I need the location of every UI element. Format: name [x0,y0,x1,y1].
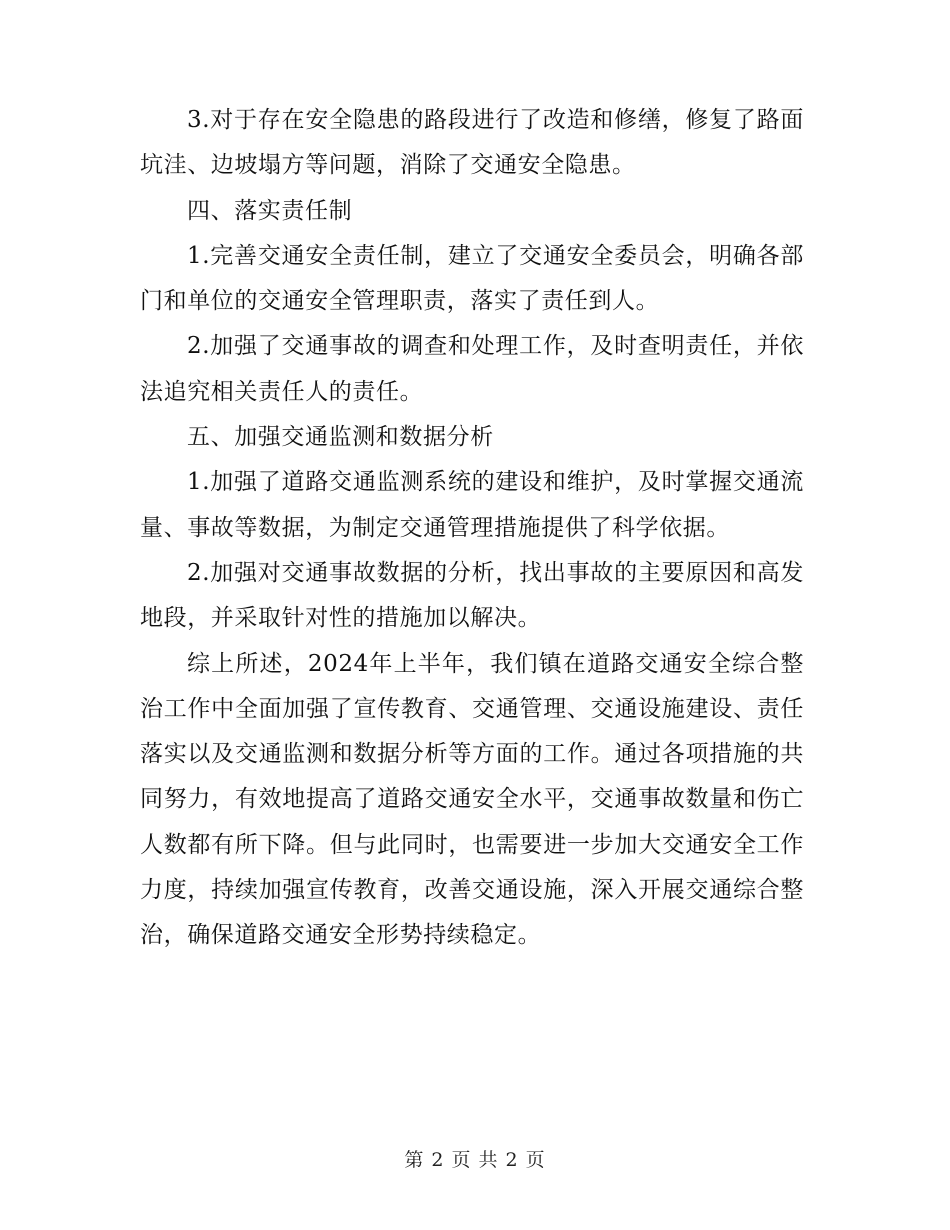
paragraph-responsibility-system: 1.完善交通安全责任制，建立了交通安全委员会，明确各部门和单位的交通安全管理职责，落实了责任到人。 [140,242,804,315]
document-body [140,98,804,959]
paragraph-road-repair: 3.对于存在安全隐患的路段进行了改造和修缮，修复了路面坑洼、边坡塌方等问题，消除了交通安全隐患。 [140,107,804,179]
paragraph-monitoring-system: 1.加强了道路交通监测系统的建设和维护，及时掌握交通流量、事故等数据，为制定交通管理措施提供了科学依据。 [140,469,804,541]
paragraph-data-analysis: 2.加强对交通事故数据的分析，找出事故的主要原因和高发地段，并采取针对性的措施加以解决。 [140,559,804,632]
paragraph-summary: 综上所述，2024年上半年，我们镇在道路交通安全综合整治工作中全面加强了宣传教育、交通管理、交通设施建设、责任落实以及交通监测和数据分析等方面的工作。通过各项措施的共同努力，有效地提高了道路交通安全水平，交通事故数量和伤亡人数都有所下降。但与此同时，也需要进一步加大交通安全工作力度，持续加强宣传教育，改善交通设施，深入开展交通综合整治，确保道路交通安全形势持续稳定。 [140,650,804,949]
page-number-footer: 第 2 页 共 2 页 [404,1149,546,1171]
section-heading-monitoring: 五、加强交通监测和数据分析 [187,424,494,451]
section-heading-responsibility: 四、落实责任制 [187,197,353,224]
paragraph-accident-investigation: 2.加强了交通事故的调查和处理工作，及时查明责任，并依法追究相关责任人的责任。 [140,333,804,405]
